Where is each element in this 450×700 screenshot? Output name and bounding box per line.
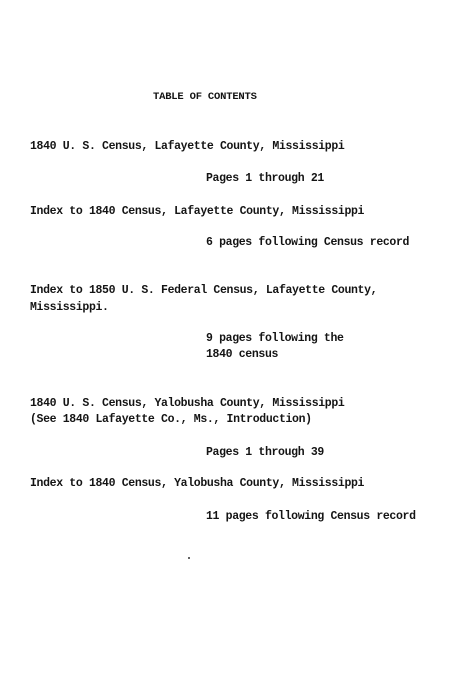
toc-entry-4-heading-line-1: 1840 U. S. Census, Yalobusha County, Mississippi [30,397,345,410]
toc-entry-5-pages: 11 pages following Census record [206,510,416,523]
toc-entry-4-pages: Pages 1 through 39 [206,446,324,459]
toc-entry-4-heading-line-2: (See 1840 Lafayette Co., Ms., Introduction) [30,413,312,426]
toc-entry-5-heading: Index to 1840 Census, Yalobusha County, Mississippi [30,477,365,490]
toc-entry-3-heading-line-2: Mississippi. [30,301,109,314]
page-title: TABLE OF CONTENTS [153,91,257,103]
toc-entry-2-heading: Index to 1840 Census, Lafayette County, Mississippi [30,205,365,218]
toc-entry-1-heading: 1840 U. S. Census, Lafayette County, Mississippi [30,140,345,153]
scan-speck [188,557,190,559]
toc-entry-3-pages-line-2: 1840 census [206,348,279,361]
toc-entry-1-pages: Pages 1 through 21 [206,172,324,185]
toc-entry-2-pages: 6 pages following Census record [206,236,410,249]
toc-entry-3-pages-line-1: 9 pages following the [206,332,344,345]
toc-entry-3-heading-line-1: Index to 1850 U. S. Federal Census, Lafayette County, [30,284,378,297]
